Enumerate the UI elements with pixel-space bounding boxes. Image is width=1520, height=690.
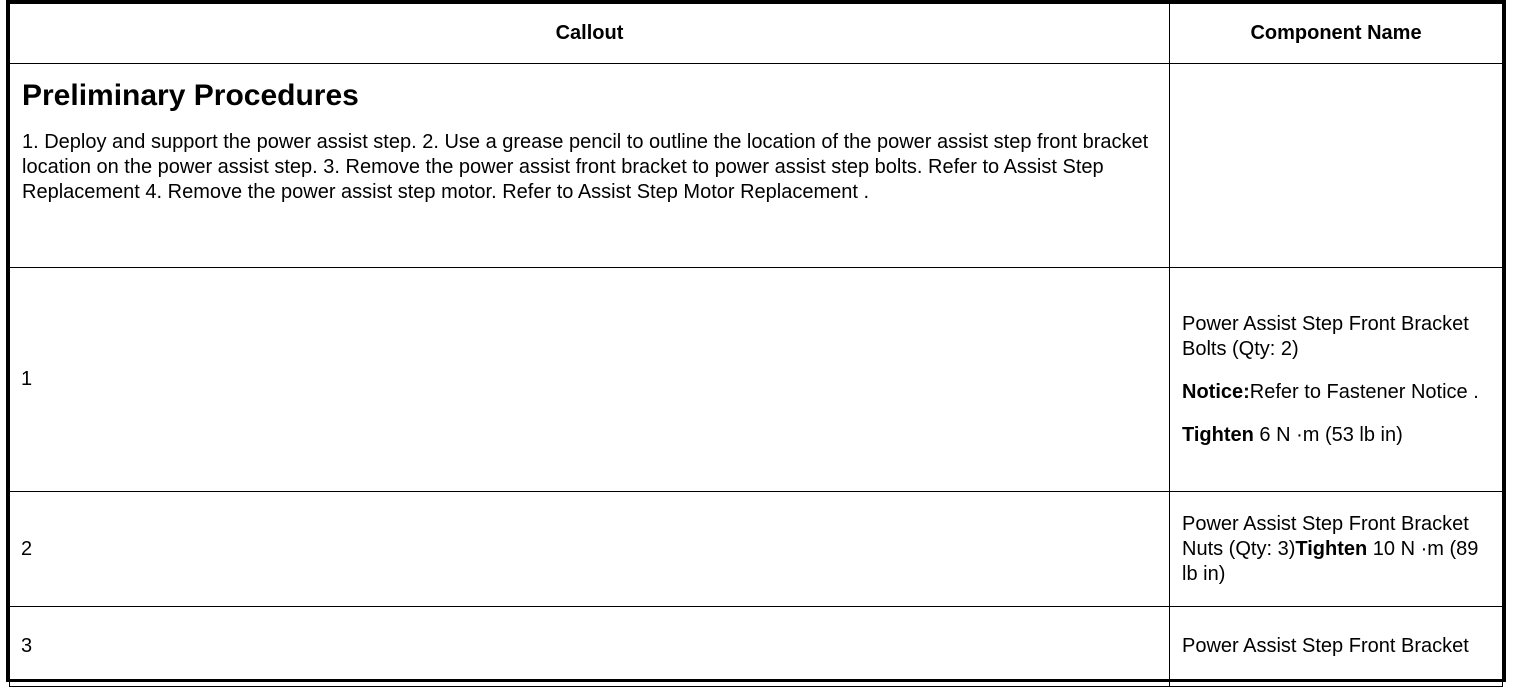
notice-text: Refer to Fastener Notice .: [1249, 380, 1479, 403]
callout-cell: 3: [10, 607, 1170, 687]
component-name-header: Component Name: [1170, 4, 1503, 64]
component-name: Power Assist Step Front Bracket Bolts (Qty: 2): [1182, 312, 1469, 360]
tighten-label: Tighten: [1295, 537, 1368, 560]
notice-label: Notice:: [1182, 380, 1250, 403]
notice-line: [1182, 380, 1494, 405]
tighten-label: Tighten: [1182, 423, 1254, 446]
table-row: [10, 492, 1503, 607]
table-row: [10, 268, 1503, 492]
preliminary-title: Preliminary Procedures: [22, 79, 359, 112]
table-row: [10, 607, 1503, 687]
preliminary-cell: [10, 64, 1170, 268]
procedure-table-frame: [6, 0, 1506, 682]
preliminary-empty-cell: [1170, 64, 1503, 268]
preliminary-body: 1. Deploy and support the power assist step. 2. Use a grease pencil to outline the location of the power assist step front bracket location on the power assist step. 3. Remove the power assist front bracket to power assist step bolts. Refer to Assist Step Replacement 4. Remove the power assist step motor. Refer to Assist Step Motor Replacement .: [22, 131, 1149, 203]
callout-header: Callout: [10, 4, 1170, 64]
component-cell: [1170, 492, 1503, 607]
component-cell: [1170, 607, 1503, 687]
tighten-text: 10 N ·m (89 lb in): [1182, 537, 1479, 585]
header-row: [10, 4, 1503, 64]
callout-cell: 2: [10, 492, 1170, 607]
component-cell: [1170, 268, 1503, 492]
component-name: Power Assist Step Front Bracket: [1182, 635, 1469, 657]
tighten-text: 6 N ·m (53 lb in): [1253, 423, 1403, 446]
procedure-table: [9, 3, 1503, 687]
preliminary-row: [10, 64, 1503, 268]
callout-cell: 1: [10, 268, 1170, 492]
component-name-with-tighten: [1182, 512, 1494, 587]
component-name: Power Assist Step Front Bracket Nuts (Qty: 3): [1182, 512, 1469, 560]
tighten-line: [1182, 423, 1494, 448]
